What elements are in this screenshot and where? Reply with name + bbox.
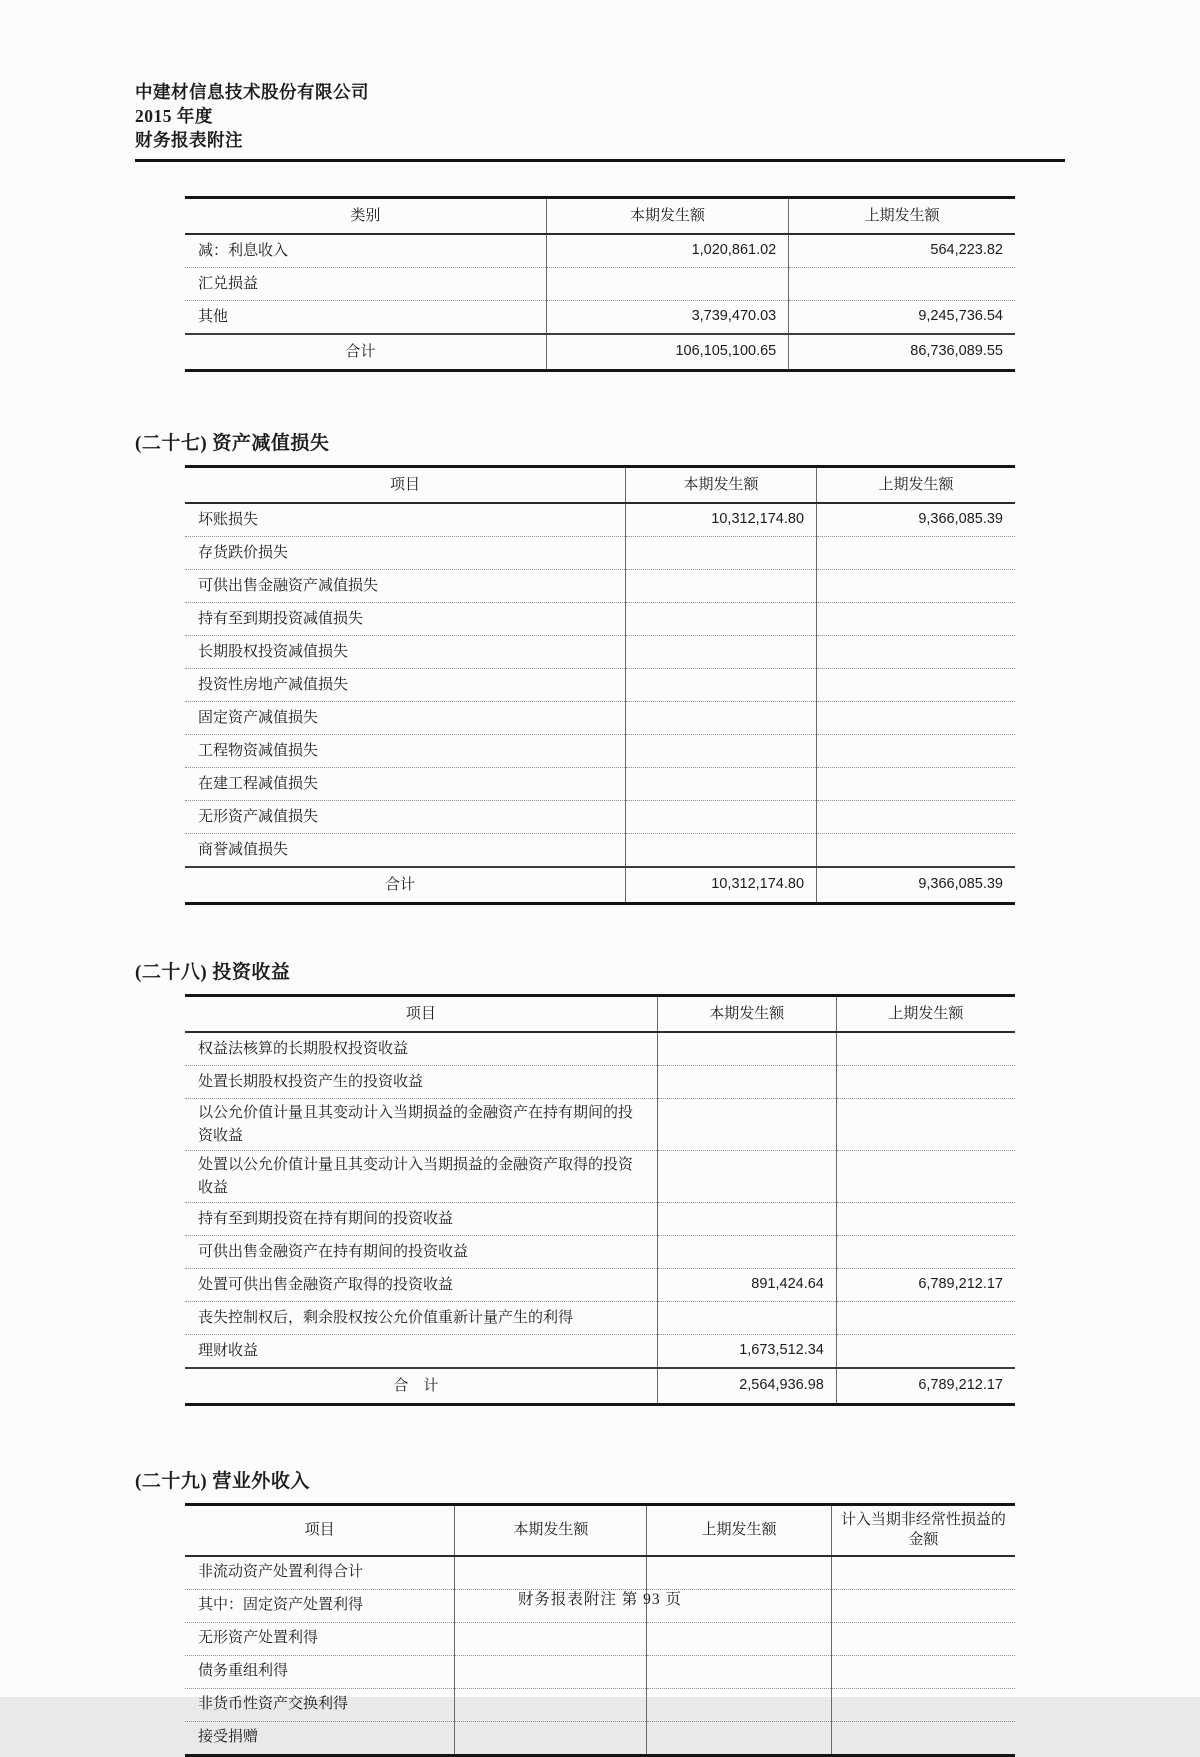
row-label: 汇兑损益	[185, 268, 546, 301]
cell-value: 1,673,512.34	[657, 1335, 836, 1369]
row-label: 存货跌价损失	[185, 537, 626, 570]
cell-value	[455, 1688, 647, 1721]
cell-value	[657, 1203, 836, 1236]
column-header: 上期发生额	[817, 467, 1015, 504]
section-title: (二十七) 资产减值损失	[135, 433, 330, 454]
table-row	[185, 570, 1015, 603]
row-label: 坏账损失	[198, 511, 259, 528]
cell-value: 9,366,085.39	[817, 503, 1015, 537]
table-header	[185, 198, 1015, 235]
row-label: 长期股权投资减值损失	[185, 636, 626, 669]
column-header: 上期发生额	[647, 1505, 831, 1556]
cell-value	[817, 537, 1015, 570]
table-row	[185, 1655, 1015, 1688]
header-row	[185, 1505, 1015, 1556]
row-label: 持有至到期投资在持有期间的投资收益	[185, 1203, 657, 1236]
table-row	[185, 834, 1015, 868]
row-label: 可供出售金融资产在持有期间的投资收益	[185, 1236, 657, 1269]
table-row	[185, 301, 1015, 335]
fiscal-year: 2015 年度	[135, 106, 213, 126]
cell-value	[626, 636, 817, 669]
column-header: 本期发生额	[626, 467, 817, 504]
cell-value	[836, 1302, 1015, 1335]
table-row	[185, 801, 1015, 834]
row-label: 处置可供出售金融资产取得的投资收益	[185, 1269, 657, 1302]
cell-value	[789, 268, 1015, 301]
row-label: 工程物资减值损失	[185, 735, 626, 768]
table-body	[185, 503, 1015, 904]
row-label: 商誉减值损失	[185, 834, 626, 868]
column-header: 上期发生额	[836, 996, 1015, 1033]
cell-value	[647, 1622, 831, 1655]
table-row	[185, 1368, 1015, 1405]
section-title: (二十八) 投资收益	[135, 962, 291, 983]
column-header: 本期发生额	[455, 1505, 647, 1556]
cell-value	[836, 1032, 1015, 1066]
table-row	[185, 1622, 1015, 1655]
cell-value: 10,312,174.80	[626, 503, 817, 537]
cell-value: 1,020,861.02	[546, 234, 789, 268]
row-label: 合计	[185, 867, 626, 904]
cell-value	[817, 603, 1015, 636]
cell-value	[626, 702, 817, 735]
table-row	[185, 1335, 1015, 1369]
cell-value	[817, 570, 1015, 603]
row-label: 非货币性资产交换利得	[185, 1688, 455, 1721]
row-label: 接受捐赠	[185, 1721, 455, 1755]
row-label: 丧失控制权后，剩余股权按公允价值重新计量产生的利得	[185, 1302, 657, 1335]
cell-value	[817, 735, 1015, 768]
column-header: 本期发生额	[657, 996, 836, 1033]
cell-value	[455, 1655, 647, 1688]
cell-value	[817, 636, 1015, 669]
cell-value: 6,789,212.17	[836, 1368, 1015, 1405]
table-row	[185, 669, 1015, 702]
row-label: 在建工程减值损失	[185, 768, 626, 801]
column-header: 上期发生额	[789, 198, 1015, 235]
row-label: 以公允价值计量且其变动计入当期损益的金融资产在持有期间的投资收益	[185, 1099, 657, 1151]
table-header	[185, 467, 1015, 504]
row-label: 非流动资产处置利得合计	[198, 1564, 364, 1581]
row-label: 理财收益	[185, 1335, 657, 1369]
document-sections	[135, 196, 1015, 1757]
header-divider	[135, 159, 1065, 162]
cell-value	[626, 735, 817, 768]
row-label: 合计	[185, 334, 546, 371]
table-row	[185, 636, 1015, 669]
row-label: 投资性房地产减值损失	[185, 669, 626, 702]
report-section	[185, 196, 1015, 372]
cell-value	[455, 1556, 647, 1590]
company-name: 中建材信息技术股份有限公司	[135, 82, 369, 102]
table-header	[185, 996, 1015, 1033]
table-row	[185, 1302, 1015, 1335]
column-header: 类别	[185, 198, 546, 235]
cell-value	[836, 1066, 1015, 1099]
table-row	[185, 1721, 1015, 1755]
header-row	[185, 198, 1015, 235]
cell-value	[831, 1655, 1015, 1688]
row-label: 其他	[185, 301, 546, 335]
cell-value: 9,245,736.54	[789, 301, 1015, 335]
cell-value	[836, 1099, 1015, 1151]
cell-value	[657, 1066, 836, 1099]
table-body	[185, 234, 1015, 371]
cell-value	[657, 1302, 836, 1335]
table-row	[185, 1688, 1015, 1721]
cell-value	[817, 801, 1015, 834]
row-label: 合 计	[185, 1368, 657, 1405]
table-row	[185, 702, 1015, 735]
table-row	[185, 735, 1015, 768]
cell-value: 564,223.82	[789, 234, 1015, 268]
section-title: (二十九) 营业外收入	[135, 1471, 310, 1492]
row-label: 权益法核算的长期股权投资收益	[198, 1040, 409, 1057]
table-row	[185, 234, 1015, 268]
cell-value	[831, 1622, 1015, 1655]
document-header	[0, 0, 1200, 152]
row-label: 其中：固定资产处置利得	[185, 1589, 455, 1622]
document-title: 财务报表附注	[135, 130, 243, 150]
column-header: 项目	[185, 1505, 455, 1556]
cell-value: 106,105,100.65	[546, 334, 789, 371]
table-row	[185, 867, 1015, 904]
table-row	[185, 1066, 1015, 1099]
column-header: 项目	[185, 996, 657, 1033]
cell-value	[626, 768, 817, 801]
cell-value	[455, 1622, 647, 1655]
row-label: 可供出售金融资产减值损失	[185, 570, 626, 603]
cell-value	[831, 1688, 1015, 1721]
row-label: 无形资产减值损失	[185, 801, 626, 834]
row-label: 无形资产处置利得	[185, 1622, 455, 1655]
cell-value	[657, 1099, 836, 1151]
row-label: 持有至到期投资减值损失	[185, 603, 626, 636]
cell-value: 9,366,085.39	[817, 867, 1015, 904]
cell-value: 891,424.64	[657, 1269, 836, 1302]
table-row	[185, 1236, 1015, 1269]
cell-value	[626, 801, 817, 834]
table-row	[185, 1556, 1015, 1590]
cell-value	[836, 1203, 1015, 1236]
table-row	[185, 603, 1015, 636]
cell-value	[647, 1721, 831, 1755]
table-header	[185, 1505, 1015, 1556]
cell-value	[657, 1151, 836, 1203]
report-section	[135, 1466, 1015, 1757]
table-row	[185, 1269, 1015, 1302]
financial-table	[185, 196, 1015, 372]
column-header: 项目	[185, 467, 626, 504]
cell-value: 3,739,470.03	[546, 301, 789, 335]
row-label: 处置长期股权投资产生的投资收益	[185, 1066, 657, 1099]
cell-value	[817, 669, 1015, 702]
header-row	[185, 467, 1015, 504]
cell-value: 10,312,174.80	[626, 867, 817, 904]
cell-value	[647, 1688, 831, 1721]
cell-value	[831, 1556, 1015, 1590]
table-body	[185, 1556, 1015, 1756]
table-row	[185, 503, 1015, 537]
cell-value	[657, 1032, 836, 1066]
table-row	[185, 1203, 1015, 1236]
cell-value	[546, 268, 789, 301]
row-label: 债务重组利得	[185, 1655, 455, 1688]
table-row	[185, 768, 1015, 801]
report-section	[135, 957, 1015, 1406]
table-row	[185, 1151, 1015, 1203]
page-footer: 财务报表附注 第 93 页	[517, 1591, 683, 1608]
cell-value	[626, 669, 817, 702]
column-header: 计入当期非经常性损益的金额	[831, 1505, 1015, 1556]
cell-value	[817, 768, 1015, 801]
header-row	[185, 996, 1015, 1033]
row-label: 处置以公允价值计量且其变动计入当期损益的金融资产取得的投资收益	[185, 1151, 657, 1203]
cell-value	[626, 834, 817, 868]
cell-value	[817, 834, 1015, 868]
cell-value	[836, 1151, 1015, 1203]
financial-table	[185, 994, 1015, 1406]
report-section	[135, 428, 1015, 905]
cell-value	[455, 1721, 647, 1755]
cell-value	[626, 603, 817, 636]
financial-table	[185, 465, 1015, 905]
table-body	[185, 1032, 1015, 1405]
cell-value	[647, 1556, 831, 1590]
cell-value	[626, 537, 817, 570]
table-row	[185, 334, 1015, 371]
table-row	[185, 537, 1015, 570]
cell-value	[831, 1721, 1015, 1755]
cell-value: 2,564,936.98	[657, 1368, 836, 1405]
row-label: 减：利息收入	[198, 242, 289, 259]
cell-value	[626, 570, 817, 603]
cell-value	[647, 1655, 831, 1688]
column-header: 本期发生额	[546, 198, 789, 235]
cell-value	[817, 702, 1015, 735]
cell-value	[657, 1236, 836, 1269]
table-row	[185, 1099, 1015, 1151]
table-row	[185, 268, 1015, 301]
financial-table	[185, 1503, 1015, 1757]
cell-value: 86,736,089.55	[789, 334, 1015, 371]
cell-value	[836, 1335, 1015, 1369]
row-label: 固定资产减值损失	[185, 702, 626, 735]
table-row	[185, 1032, 1015, 1066]
cell-value	[836, 1236, 1015, 1269]
cell-value: 6,789,212.17	[836, 1269, 1015, 1302]
